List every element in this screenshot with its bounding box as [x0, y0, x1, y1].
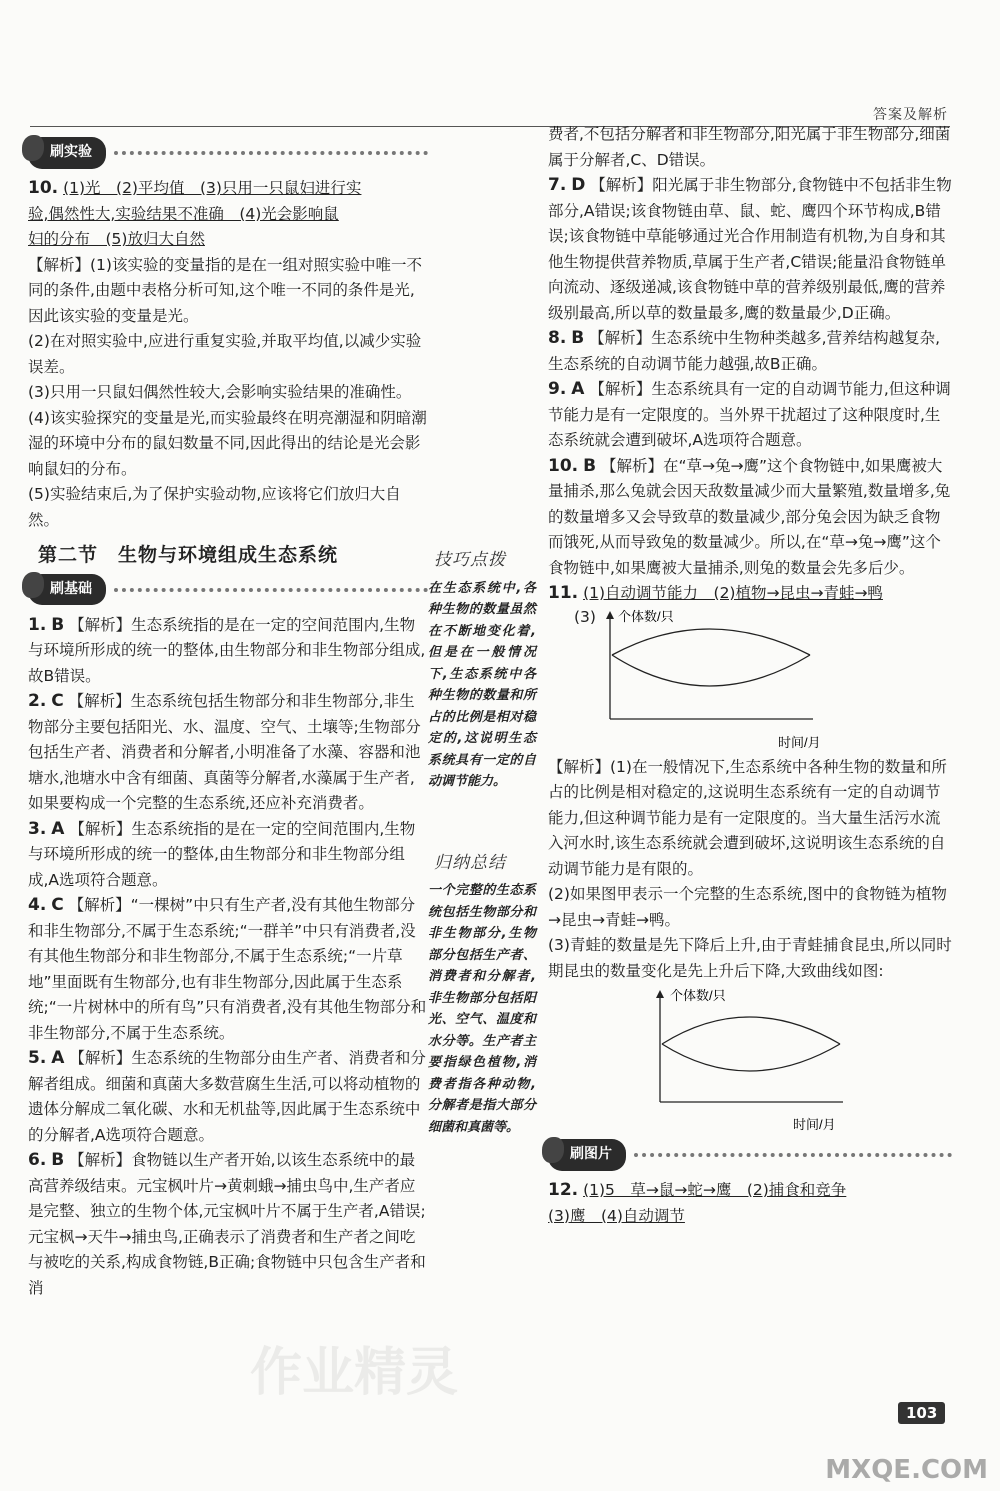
answer-letter: B: [51, 614, 65, 635]
answer-letter: B: [571, 328, 585, 348]
population-curve-graph: [648, 986, 948, 1136]
answer-letter: C: [51, 691, 64, 711]
answer-letter: B: [51, 1150, 65, 1170]
question-9: [548, 377, 952, 454]
question-number: 4.: [28, 895, 47, 915]
question-number: 10.: [548, 455, 579, 476]
explanation-paragraph: 【解析】(1)该实验的变量指的是在一组对照实验中唯一不同的条件,由题中表格分析可知,这个唯一不同的条件是光,因此该实验的变量是光。: [28, 255, 422, 325]
tip-title: 技巧点拨: [434, 550, 506, 570]
question-4: [28, 893, 428, 1046]
question-number: 8.: [548, 328, 567, 348]
answer-letter: A: [51, 1048, 65, 1068]
badge-experiment: [28, 138, 428, 168]
explanation-text: 【解析】食物链以生产者开始,以该生态系统中的最高营养级结束。元宝枫叶片→黄刺蛾→捕虫鸟中,生产者应是完整、独立的生物个体,元宝枫叶片不属于生产者,A错误;元宝枫→天牛→捕虫鸟,正确表示了消费者和生产者之间吃与被吃的关系,构成食物链,B正确;食物链中只包含生产者和消: [28, 1151, 426, 1297]
question-number: 1.: [28, 614, 47, 635]
question-7: [548, 173, 952, 326]
badge-basics-label: 刷基础: [28, 574, 106, 606]
answer-line: 妇的分布 (5)放归大自然: [28, 230, 205, 248]
question-12-answer: [548, 1178, 952, 1229]
explanation-paragraph: (5)实验结束后,为了保护实验动物,应该将它们放归大自然。: [28, 485, 401, 529]
answer-letter: A: [571, 379, 585, 399]
badge-basics: [28, 575, 428, 605]
question-number: 5.: [28, 1048, 47, 1068]
answer-line: (1)光 (2)平均值 (3)只用一只鼠妇进行实: [63, 179, 362, 197]
question-number: 3.: [28, 818, 47, 839]
summary-title: 归纳总结: [434, 852, 506, 873]
curve-rise-fall: [612, 629, 810, 655]
explanation-text: 【解析】生态系统指的是在一定的空间范围内,生物与环境所形成的统一的整体,由生物部分和非生物部分组成,A选项符合题意。: [28, 819, 416, 889]
x-axis-label: 时间/月: [793, 1117, 836, 1132]
question-2: [28, 689, 428, 817]
part-label: (3): [574, 607, 596, 626]
explanation-text: 【解析】“一棵树”中只有生产者,没有其他生物部分和非生物部分,不属于生态系统;“一群羊”中只有消费者,没有其他生物部分和非生物部分,不属于生态系统;“一片草地”里面既有生物部分,也有非生物部分,因此属于生态系统;“一片树林中的所有鸟”只有消费者,没有其他生物部分和非生物部分,不属于生态系统。: [28, 896, 427, 1042]
question-11-graph-1: [548, 607, 952, 755]
curve-fall-rise: [662, 1044, 840, 1071]
population-curve-graph: [598, 607, 898, 755]
question-number: 7.: [548, 175, 567, 195]
question-10-answer: [28, 176, 428, 253]
badge-pictures: [548, 1140, 952, 1170]
answer-line: (3)鹰 (4)自动调节: [548, 1206, 685, 1225]
y-axis-arrow: [606, 611, 614, 619]
right-column: [548, 122, 952, 1229]
y-axis-label: 个体数/只: [670, 988, 726, 1003]
summary-text: 一个完整的生态系统包括生物部分和非生物部分,生物部分包括生产者、消费者和分解者,非生物部分包括阳光、空气、温度和水分等。生产者主要指绿色植物,消费者指各种动物,分解者是指大部分细菌和真菌等。: [428, 883, 536, 1135]
answer-letter: C: [51, 895, 64, 915]
answer-line: (1)5 草→鼠→蛇→鹰 (2)捕食和竞争: [583, 1181, 847, 1199]
section-title: 第二节 生物与环境组成生态系统: [38, 544, 339, 566]
question-number: 6.: [28, 1150, 47, 1170]
explanation-text: 【解析】在“草→兔→鹰”这个食物链中,如果鹰被大量捕杀,那么兔就会因天敌数量减少而大量繁殖,数量增多,兔的数量增多又会导致草的数量减少,部分兔会因为缺乏食物而饿死,从而导致兔的数量减少。所以,在“草→兔→鹰”这个食物链中,如果鹰被大量捕杀,则兔的数量会先多后少。: [548, 456, 951, 577]
explanation-text: 【解析】生态系统包括生物部分和非生物部分,非生物部分主要包括阳光、水、温度、空气、土壤等;生物部分包括生产者、消费者和分解者,小明准备了水藻、容器和池塘水,池塘水中含有细菌、真菌等分解者,水藻属于生产者,如果要构成一个完整的生态系统,还应补充消费者。: [28, 692, 421, 812]
question-number: 11.: [548, 583, 579, 603]
question-1: [28, 613, 428, 690]
tip-text: 在生态系统中,各种生物的数量虽然在不断地变化着,但是在一般情况下,生态系统中各种生物的数量和所占的比例是相对稳定的,这说明生态系统具有一定的自动调节能力。: [428, 580, 536, 789]
explanation-paragraph: 【解析】(1)在一般情况下,生态系统中各种生物的数量和所占的比例是相对稳定的,这说明生态系统有一定的自动调节能力,但这种调节能力是有一定限度的。当大量生活污水流入河水时,该生态系统就会遭到破坏,这说明该生态系统的自动调节能力是有限的。: [548, 757, 947, 878]
answer-letter: A: [51, 818, 65, 839]
question-8: [548, 326, 952, 377]
question-11-graph-2: [548, 984, 952, 1134]
explanation-text: 【解析】生态系统中生物种类越多,营养结构越复杂,生态系统的自动调节能力越强,故B正确。: [548, 329, 940, 373]
dotted-divider: [634, 1153, 952, 1157]
curve-rise-fall: [662, 1017, 840, 1044]
header-label: 答案及解析: [873, 107, 948, 123]
explanation-paragraph: (4)该实验探究的变量是光,而实验最终在明亮潮湿和阴暗潮湿的环境中分布的鼠妇数量不同,因此得出的结论是光会影响鼠妇的分布。: [28, 408, 427, 478]
explanation-text: 【解析】生态系统指的是在一定的空间范围内,生物与环境所形成的统一的整体,由生物部分和非生物部分组成,故B错误。: [28, 615, 426, 685]
page-number: 103: [898, 1402, 945, 1424]
explanation-paragraph: (2)如果图甲表示一个完整的生态系统,图中的食物链为植物→昆虫→青蛙→鸭。: [548, 885, 947, 929]
answer-letter: B: [583, 455, 597, 476]
question-number: 10.: [28, 178, 59, 198]
site-watermark: MXQE.COM: [825, 1455, 988, 1485]
badge-experiment-label: 刷实验: [28, 137, 106, 169]
answer-letter: D: [571, 175, 586, 195]
y-axis-label: 个体数/只: [618, 608, 674, 624]
answer-line: 验,偶然性大,实验结果不准确 (4)光会影响鼠: [28, 204, 339, 223]
explanation-paragraph: (2)在对照实验中,应进行重复实验,并取平均值,以减少实验误差。: [28, 332, 422, 376]
question-11-answer: [548, 581, 952, 607]
explanation-paragraph: (3)只用一只鼠妇偶然性较大,会影响实验结果的准确性。: [28, 383, 412, 401]
watermark-graphic: 作业精灵: [250, 1343, 459, 1403]
question-6: [28, 1148, 428, 1301]
side-notes-column: [428, 548, 536, 1138]
question-5: [28, 1046, 428, 1148]
dotted-divider: [114, 588, 428, 592]
explanation-paragraph: (3)青蛙的数量是先下降后上升,由于青蛙捕食昆虫,所以同时期昆虫的数量变化是先上升后下降,大致曲线如图:: [548, 936, 952, 980]
question-6-continued: 费者,不包括分解者和非生物部分,阳光属于非生物部分,细菌属于分解者,C、D错误。: [548, 125, 951, 169]
question-number: 9.: [548, 379, 567, 399]
badge-pictures-label: 刷图片: [548, 1139, 626, 1171]
question-number: 2.: [28, 691, 47, 711]
explanation-text: 【解析】生态系统的生物部分由生产者、消费者和分解者组成。细菌和真菌大多数营腐生生活,可以将动植物的遗体分解成二氧化碳、水和无机盐等,因此属于生态系统中的分解者,A选项符合题意。: [28, 1049, 426, 1144]
explanation-text: 【解析】生态系统具有一定的自动调节能力,但这种调节能力是有一定限度的。当外界干扰超过了这种限度时,生态系统就会遭到破坏,A选项符合题意。: [548, 380, 951, 449]
dotted-divider: [114, 151, 428, 155]
question-3: [28, 817, 428, 894]
question-number: 12.: [548, 1180, 579, 1200]
x-axis-label: 时间/月: [778, 734, 821, 750]
explanation-text: 【解析】阳光属于非生物部分,食物链中不包括非生物部分,A错误;该食物链由草、鼠、蛇、鹰四个环节构成,B错误;该食物链中草能够通过光合作用制造有机物,为自身和其他生物提供营养物质,草属于生产者,C错误;能量沿食物链单向流动、逐级递减,该食物链中草的营养级别最低,鹰的营养级别最高,所以草的数量最多,鹰的数量最少,D正确。: [548, 176, 952, 322]
left-column: [28, 132, 428, 1301]
curve-fall-rise: [612, 655, 810, 686]
answer-line: (1)自动调节能力 (2)植物→昆虫→青蛙→鸭: [583, 584, 883, 602]
y-axis-arrow: [656, 990, 664, 998]
question-10: [548, 454, 952, 582]
